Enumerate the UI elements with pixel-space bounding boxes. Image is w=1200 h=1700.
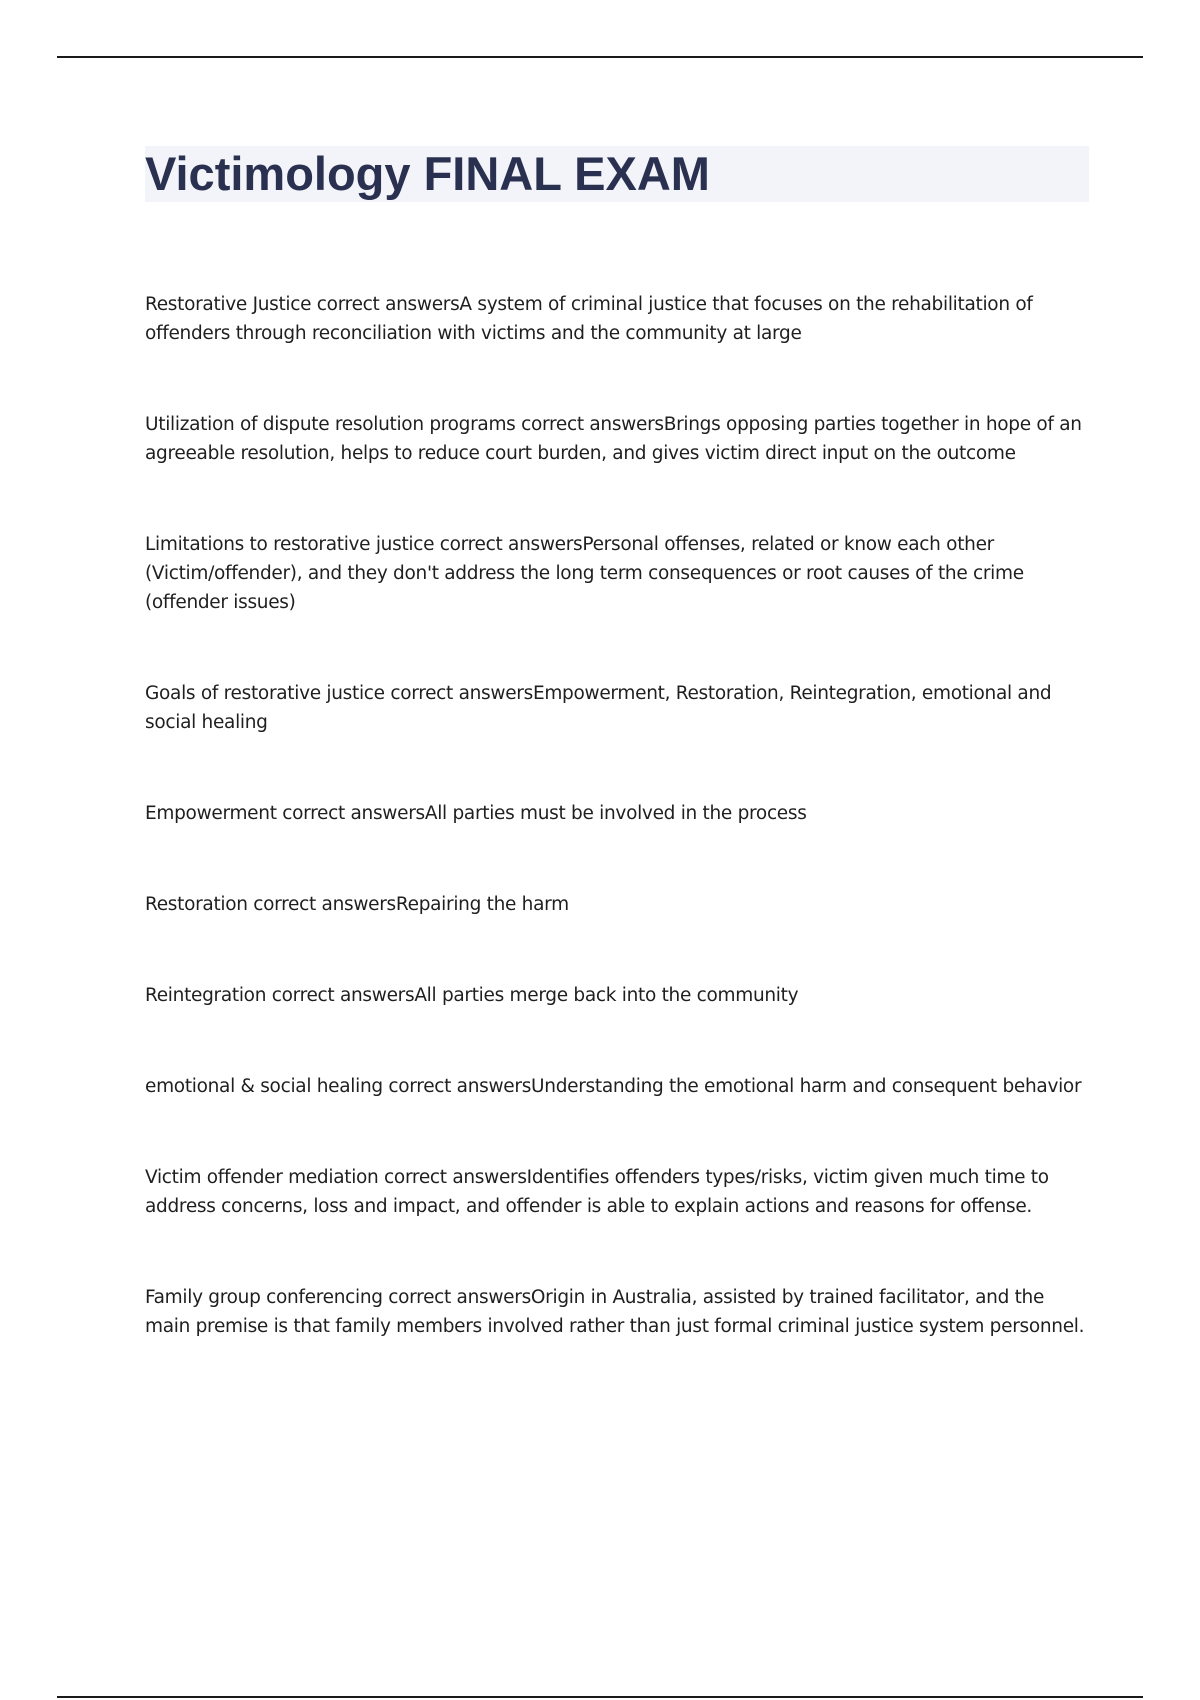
qa-entry: Limitations to restorative justice correct answersPersonal offenses, related or know each other (Victim/offender), and they don't address the long term consequences or root causes of the crime (offender issues) — [145, 534, 1024, 613]
footer-rule — [57, 1696, 1143, 1698]
qa-entry: Restoration correct answersRepairing the harm — [145, 894, 569, 915]
qa-entry: Goals of restorative justice correct answersEmpowerment, Restoration, Reintegration, emotional and social healing — [145, 683, 1052, 733]
qa-entry: Restorative Justice correct answersA system of criminal justice that focuses on the rehabilitation of offenders through reconciliation with victims and the community at large — [145, 294, 1033, 344]
document-title: Victimology FINAL EXAM — [145, 147, 710, 200]
qa-entry: Reintegration correct answersAll parties merge back into the community — [145, 985, 799, 1006]
header-rule — [57, 56, 1143, 58]
qa-entry: Empowerment correct answersAll parties must be involved in the process — [145, 803, 807, 824]
qa-entry: Victim offender mediation correct answersIdentifies offenders types/risks, victim given much time to address concerns, loss and impact, and offender is able to explain actions and reasons for offense. — [145, 1167, 1049, 1217]
qa-list — [145, 290, 1090, 1341]
qa-entry: Utilization of dispute resolution programs correct answersBrings opposing parties together in hope of an agreeable resolution, helps to reduce court burden, and gives victim direct input on the outcome — [145, 414, 1082, 464]
qa-entry: emotional & social healing correct answersUnderstanding the emotional harm and consequent behavior — [145, 1076, 1082, 1097]
qa-entry: Family group conferencing correct answersOrigin in Australia, assisted by trained facilitator, and the main premise is that family members involved rather than just formal criminal justice system personnel. — [145, 1287, 1085, 1337]
